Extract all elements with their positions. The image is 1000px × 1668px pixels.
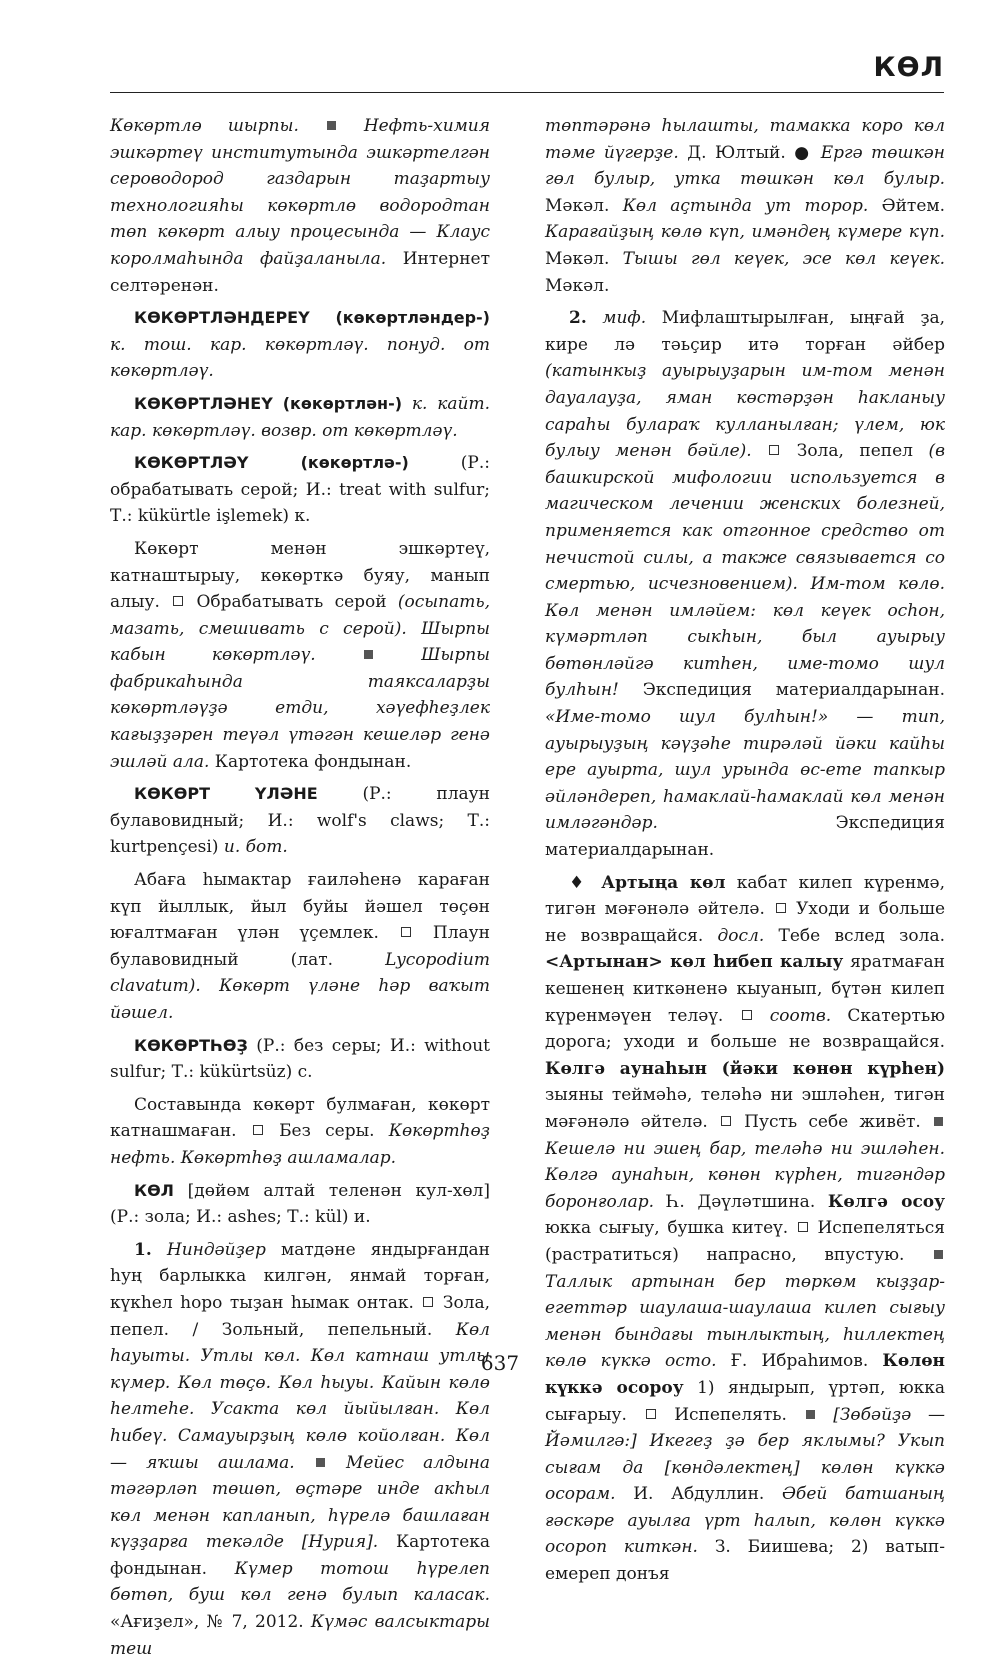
proverb: Ергә төшкән гөл булыр, утка төшкән көл булыр. xyxy=(545,142,945,190)
source-ref: З. Биишева; xyxy=(714,1537,835,1558)
source-ref: Мәкәл. xyxy=(545,275,610,296)
russian-gloss: Испепеляться (растратиться) напрасно, впустую. xyxy=(545,1218,946,1265)
translations: (Р.: плаун булавовидный; И.: wolf's claws; Т.: kurtpençesi) xyxy=(110,784,490,858)
example-text: Әбей батшаның ғәскәре ауылға үрт һалып, көлөн күккә осороп киткән. xyxy=(545,1484,946,1558)
russian-marker-icon xyxy=(721,1116,731,1126)
russian-gloss: Скатертью дорога; уходи и больше не возвращайся. xyxy=(545,1005,945,1053)
phraseology-block xyxy=(545,870,945,1588)
source-ref: Картотека фондынан. xyxy=(214,751,412,772)
example-text: тип, ауырыуҙың кәүҙәһе тирәләй йәки кайһы ере ауырта, шул урында өс-ете тапкыр әйләндереп, һамаклай-һамаклай көл менән имләгәндәр. xyxy=(545,707,945,834)
headword: КӨКӨРТЛӘНДЕРЕҮ (көкөртләндер-) xyxy=(134,308,490,328)
definition-text: Составында көкөрт булмаған, көкөрт катнашмаған. xyxy=(110,1094,490,1142)
example-text: Көл һауыты. Утлы көл. Көл катнаш утлы күмер. Көл төҫө. Көл һыуы. Кайын көлө һелтеһе. Усакта көл йыйылған. Көл һибеү. Самауырҙың көлө койолған. Көл — яҡшы ашлама. xyxy=(110,1319,490,1473)
example-marker-icon xyxy=(934,1250,943,1259)
phrase-meaning: яратмаған кешенең киткәненә кыуанып, бүтән килеп күренмәүен теләү. xyxy=(545,952,946,1026)
grammar-note: миф. xyxy=(602,308,647,329)
russian-marker-icon xyxy=(776,903,786,913)
diamond-icon: ♦ xyxy=(569,872,591,893)
russian-gloss: Пусть себе живёт. xyxy=(744,1111,921,1132)
definition xyxy=(545,305,945,863)
russian-marker-icon xyxy=(742,1010,752,1020)
russian-gloss-note: (осыпать, мазать, смешивать с серой). xyxy=(110,592,490,639)
russian-marker-icon xyxy=(769,445,779,455)
headword: КӨКӨРТЛӘҮ (көкөртлә-) xyxy=(134,453,409,473)
grammar-note: к. кайт. кар. көкөртләү. возвр. от көкөртләү. xyxy=(110,393,491,441)
source-ref: Интернет селтәренән. xyxy=(110,248,490,296)
dictionary-entry xyxy=(110,1178,490,1231)
phrase: <Артынан> көл һибеп калыу xyxy=(545,952,844,973)
example-text: Мейес алдына тәгәрләп төшөп, өҫтәре инде акһыл көл менән капланып, һүрелә башлаған күҙҙарға текәлде [Нурия]. xyxy=(110,1452,491,1553)
source-ref: Әйтем. xyxy=(881,195,946,216)
definition xyxy=(110,536,490,775)
russian-marker-icon xyxy=(646,1409,656,1419)
definition-italic: Ниндәйҙер xyxy=(166,1239,266,1260)
definition-text: Абаға һымактар ғаиләһенә караған күп йыллык, йыл буйы йәшел төҫөн юғалтмаған үлән үҫемлек. xyxy=(110,870,490,944)
source-ref: Экспедиция материалдарынан. xyxy=(545,813,945,861)
source-ref: Мәкәл. xyxy=(545,248,610,269)
phrase: Көлөн күккә осороу xyxy=(545,1351,945,1398)
example-text: төптәрәнә һылашты, тамакка коро көл тәме йүгерҙе. xyxy=(545,116,945,163)
russian-gloss: Обрабатывать серой xyxy=(196,592,387,613)
header-word: КӨЛ xyxy=(873,52,944,83)
phrase: Көлгә аунаһын (йәки көнөн күрһен) xyxy=(545,1058,945,1079)
definition-text: 2) ватып-емереп донъя xyxy=(545,1537,946,1585)
running-header xyxy=(110,0,944,93)
definition-text: Көкөрт менән эшкәртеү, катнаштырыу, көкөрткә буяу, манып алыу. xyxy=(110,538,490,613)
bullet-icon: ● xyxy=(794,142,813,163)
russian-gloss: Зола, пепел xyxy=(796,441,913,462)
russian-gloss: Испепелять. xyxy=(674,1404,787,1425)
proverb: Карағайҙың көлө күп, имәндең күмере күп. xyxy=(545,222,945,243)
example-marker-icon xyxy=(327,121,336,130)
headword: КӨКӨРТЛӘНЕҮ (көкөртлән-) xyxy=(134,393,403,413)
headword: КӨЛ xyxy=(134,1180,174,1200)
entry-continuation xyxy=(110,113,490,299)
definition-italic: (катынкыҙ ауырыуҙарын им-том менән дауалауҙа, яман көстәрҙән һакланыу сараһы булараҡ кулланылған; үлем, юк булыу менән бәйле). xyxy=(545,361,945,462)
definition xyxy=(110,867,490,1027)
source-ref: Һ. Дәүләтшина. xyxy=(666,1191,816,1212)
entry-continuation xyxy=(545,113,945,299)
russian-gloss: Без серы. xyxy=(279,1121,375,1142)
example-marker-icon xyxy=(806,1410,815,1419)
russian-gloss: Плаун булавовидный (лат. xyxy=(110,923,490,970)
source-ref: Мәкәл. xyxy=(545,195,610,216)
russian-marker-icon xyxy=(798,1222,808,1232)
headword: КӨКӨРТ ҮЛӘНЕ xyxy=(134,784,318,804)
example-text: Көкөртһөҙ нефть. Көкөртһөҙ ашламалар. xyxy=(110,1121,491,1168)
phrase-meaning: юкка сығыу, бушка китеү. xyxy=(545,1218,789,1239)
grammar-note: соотв. xyxy=(769,1005,832,1026)
dictionary-entry xyxy=(110,305,490,385)
example-text: Күмәс валсыктары теш xyxy=(110,1612,491,1659)
example-text: Шырпы фабрикаһында таяксаларҙы көкөртләүҙә етди, хәүефһеҙлек кағыҙҙәрен теүәл үтәгән кешеләр генә эшләй ала. xyxy=(110,645,490,772)
phrase: Артыңа көл xyxy=(601,872,726,893)
definition xyxy=(110,1092,490,1172)
russian-marker-icon xyxy=(423,1297,433,1307)
example-text: [Зөбәйҙә — Йәмилгә:] Икегеҙ ҙә бер яклымы? Укып сығам да [көндәлектең] көлөн күккә осорам. xyxy=(545,1404,945,1505)
source-ref: Картотека фондынан. xyxy=(110,1532,491,1579)
example-quote: «Име-томо шул булһын!» — xyxy=(545,707,874,728)
dictionary-entry xyxy=(110,450,490,530)
definition-text: матдәне яндырғандан һуң барлыкка килгән, янмай торған, күкһел һоро тыҙан һымак онтак. xyxy=(110,1239,491,1313)
definition xyxy=(110,1237,490,1663)
left-column xyxy=(110,113,490,1668)
dictionary-entry xyxy=(110,1033,490,1086)
phrase-meaning: зыяны теймәһә, теләһә ни эшләһен, тигән мәғәнәлә әйтелә. xyxy=(545,1085,945,1132)
grammar-note: к. тош. кар. көкөртләү. понуд. от көкөртләү. xyxy=(110,334,490,382)
definition-text: Мифлаштырылған, ыңғай ҙа, кире лә тәьҫир итә торған әйбер xyxy=(545,308,946,355)
proverb: Тышы гөл кеүек, эсе көл кеүек. xyxy=(622,248,945,269)
source-ref: «Ағиҙел», № 7, 2012. xyxy=(110,1612,304,1633)
source-ref: Д. Юлтый. xyxy=(687,142,786,163)
dictionary-entry xyxy=(110,781,490,861)
example-text: Кешелә ни эшең бар, теләһә ни эшләһен. Көлгә аунаһын, көнөн күрһен, тигәндәр боронғолар. xyxy=(545,1138,945,1212)
example-text: Таллык артынан бер төркөм кыҙҙар-егеттәр шаулаша-шаулаша килеп сығыу менән бындағы тынлыктың, һиллектең көлө күккә осто. xyxy=(545,1271,945,1372)
grammar-note: и. бот. xyxy=(223,837,288,858)
phrase: Көлгә осоу xyxy=(827,1191,946,1212)
translations: (Р.: без серы; И.: without sulfur; Т.: kükürtsüz) с. xyxy=(110,1035,490,1083)
dictionary-entry xyxy=(110,391,490,444)
example-marker-icon xyxy=(316,1458,325,1467)
russian-gloss-note: (в башкирской мифологии используется в магическом лечении женских болезней, применяется как отгонное средство от нечистой силы, а также связывается со смертью, исчезновением). xyxy=(545,441,946,595)
example-text: Күмер тотош һүрелеп бөтөп, буш көл генә булып калаcак. xyxy=(110,1558,490,1606)
russian-gloss: Тебе вслед зола. xyxy=(778,925,945,946)
russian-gloss: Зола, пепел. / Зольный, пепельный. xyxy=(110,1292,491,1340)
sense-number: 1. xyxy=(134,1239,152,1260)
sense-number: 2. xyxy=(569,308,587,329)
phrase-meaning: 1) яндырып, үртәп, юкка сығарыу. xyxy=(545,1377,945,1425)
russian-marker-icon xyxy=(253,1125,263,1135)
page-number: 637 xyxy=(480,1351,520,1375)
russian-marker-icon xyxy=(173,596,183,606)
russian-gloss: Уходи и больше не возвращайся. xyxy=(545,899,946,946)
grammar-note: досл. xyxy=(717,925,765,946)
example-marker-icon xyxy=(934,1117,943,1126)
translations: (Р.: обрабатывать серой; И.: treat with sulfur; Т.: kükürtle işlemek) к. xyxy=(110,453,490,527)
source-ref: И. Абдуллин. xyxy=(633,1484,765,1505)
example-text: Шырпы кабын көкөртләү. xyxy=(110,618,491,666)
example-text: Көкөртлө шырпы. xyxy=(110,116,299,136)
russian-marker-icon xyxy=(401,927,411,937)
example-text: Көкөрт үләне һәр ваҡыт йәшел. xyxy=(110,976,491,1023)
phrase-meaning: кабат килеп күренмә, тигән мәғәнәлә әйтелә. xyxy=(545,872,946,920)
latin-name: Lycopodium clavatum). xyxy=(110,949,490,997)
headword: КӨКӨРТҺӨҘ xyxy=(134,1035,248,1055)
example-text: Им-том көлө. Көл менән имләйем: көл кеүек осһон, күмәртләп сыкһын, был ауырыу бөтөнләйгә китһен, име-томо шул булһын! xyxy=(545,574,946,701)
example-text: Нефть-химия эшкәртеү институтында эшкәртелгән сероводород газдарын таҙартыу технологияһы көкөртлө водородтан төп көкөрт алыу процесында — Клаус королмаһында файҙаланыла. xyxy=(110,116,491,269)
proverb: Көл аҫтында ут торор. xyxy=(622,195,869,216)
example-marker-icon xyxy=(364,650,373,659)
source-ref: Ғ. Ибраһимов. xyxy=(730,1351,869,1372)
source-ref: Экспедиция материалдарынан. xyxy=(642,680,945,701)
etymology: [дөйөм алтай теленән кул-хөл] (Р.: зола; И.: ashes; Т.: kül) и. xyxy=(110,1180,490,1228)
